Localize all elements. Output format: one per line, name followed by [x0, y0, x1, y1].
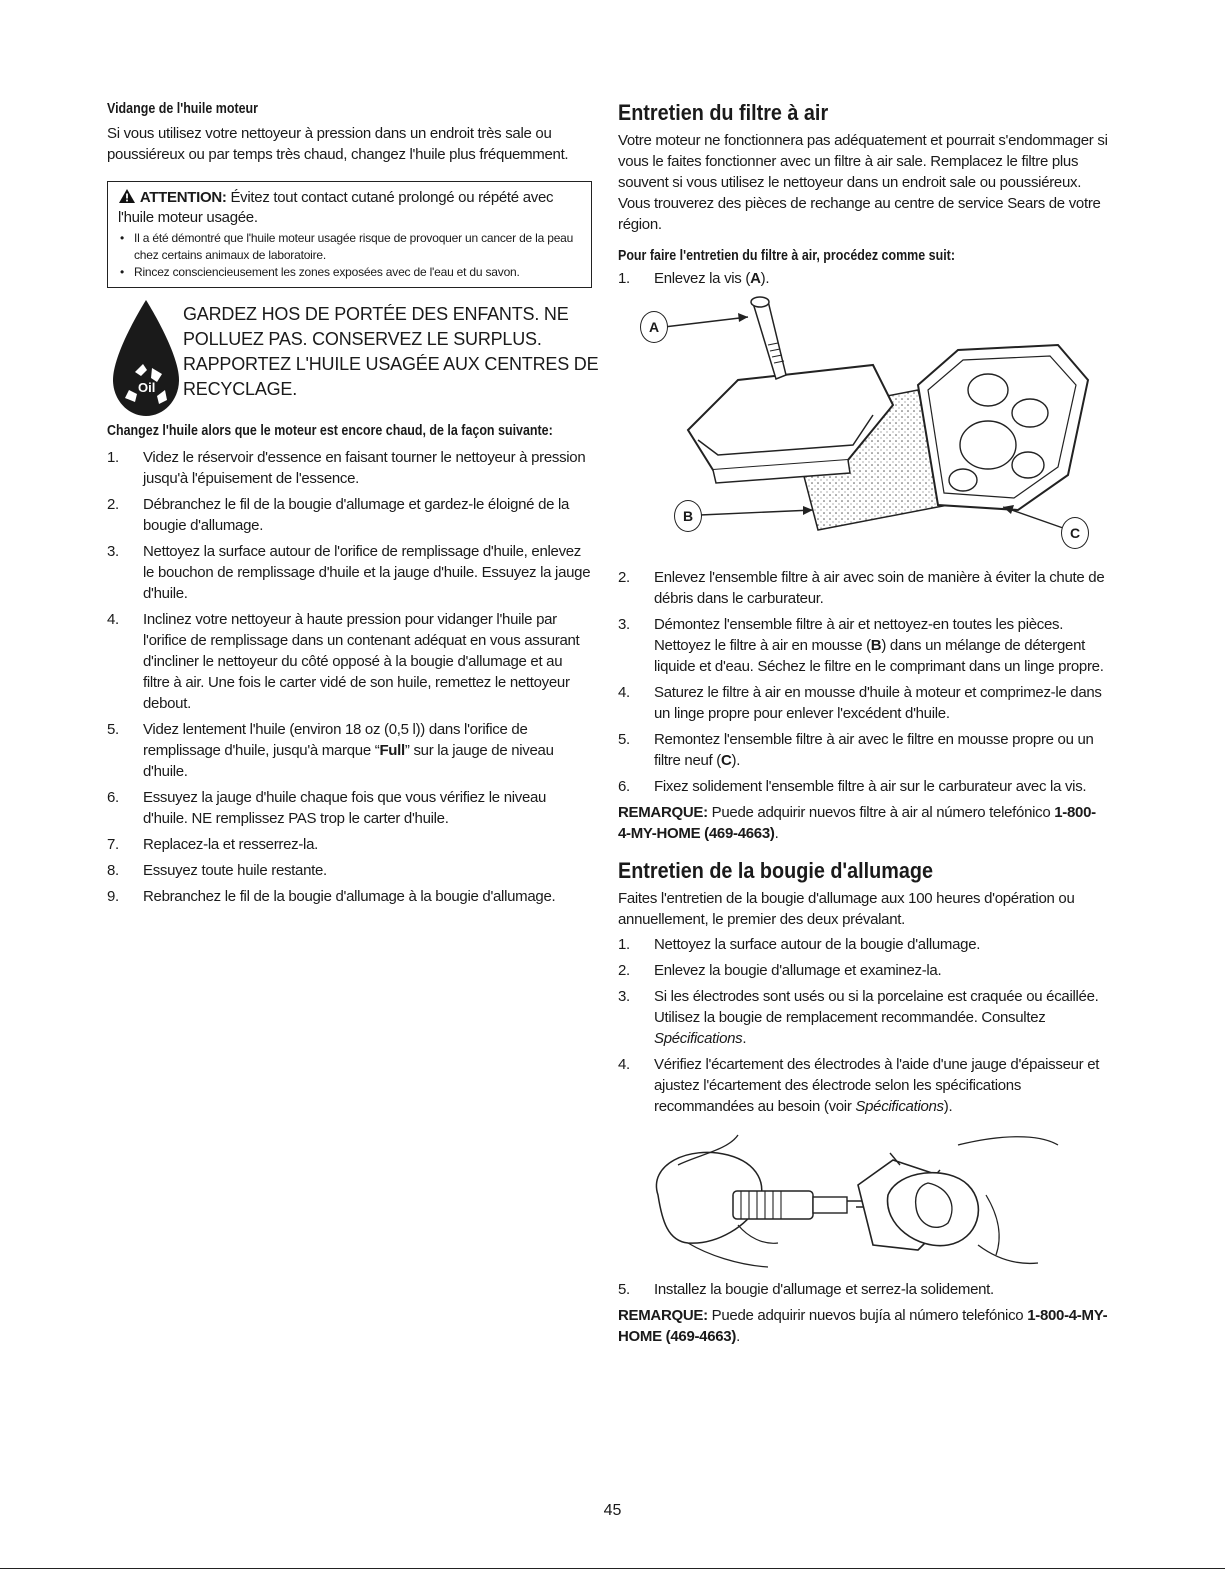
warning-bullet: • Il a été démontré que l'huile moteur usagée risque de provoquer un cancer de la peau chez certains animaux de laboratoire. — [118, 230, 581, 264]
list-item: 5. Remontez l'ensemble filtre à air avec le filtre en mousse propre ou un filtre neuf (C). — [618, 731, 1094, 769]
list-item: 2. Enlevez la bougie d'allumage et examinez-la. — [618, 962, 942, 979]
list-item: 5. Videz lentement l'huile (environ 18 oz (0,5 l)) dans l'orifice de remplissage d'huile, jusqu'à marque “Full” sur la jauge de niveau d'huile. — [107, 721, 554, 780]
list-item: 4. Vérifiez l'écartement des électrodes à l'aide d'une jauge d'épaisseur et ajustez l'écartement des électrode selon les spécifications recommandées au besoin (voir Spécifications). — [618, 1056, 1100, 1115]
list-item: 3. Démontez l'ensemble filtre à air et nettoyez-en toutes les pièces. Nettoyez le filtre à air en mousse (B) dans un mélange de détergent liquide et d'eau. Séchez le filtre en le comprimant dans un linge propre. — [618, 616, 1104, 675]
list-item: 1. Enlevez la vis (A). — [618, 270, 770, 287]
callout-c: C — [1061, 517, 1089, 549]
oil-change-heading: Vidange de l'huile moteur — [107, 101, 259, 117]
air-filter-title: Entretien du filtre à air — [618, 100, 829, 125]
spark-plug-title: Entretien de la bougie d'allumage — [618, 858, 933, 883]
page-number: 45 — [603, 1502, 622, 1519]
recycle-text: GARDEZ HOS DE PORTÉE DES ENFANTS. NE POLLUEZ PAS. CONSERVEZ LE SURPLUS. RAPPORTEZ L'HUILE USAGÉE AUX CENTRES DE RECYCLAGE. — [183, 304, 599, 399]
list-item: 9. Rebranchez le fil de la bougie d'allumage à la bougie d'allumage. — [107, 888, 556, 905]
air-filter-intro: Votre moteur ne fonctionnera pas adéquatement et pourrait s'endommager si vous le faites fonctionner avec un filtre à air sale. Remplacez le filtre plus souvent si vous utilisez le nettoyeur dans un endroit sale ou poussiéreux. Vous trouverez des pièces de rechange au centre de service Sears de votre région. — [618, 132, 1108, 233]
oil-change-intro: Si vous utilisez votre nettoyeur à pression dans un endroit très sale ou poussiéreux ou par temps très chaud, changez l'huile plus fréquemment. — [107, 125, 569, 163]
spark-plug-step-5 — [618, 1279, 1108, 1300]
spark-plug-gap-illustration — [618, 1125, 1108, 1273]
list-item: 1. Nettoyez la surface autour de la bougie d'allumage. — [618, 936, 981, 953]
air-filter-step-1 — [618, 268, 1108, 289]
right-column — [618, 100, 1108, 1347]
remark-air-filter: REMARQUE: Puede adquirir nuevos filtre à air al número telefónico 1-800-4-MY-HOME (469-4663). — [618, 804, 1096, 842]
air-filter-steps — [618, 567, 1108, 797]
warning-text: Évitez tout contact cutané prolongé ou répété avec l'huile moteur usagée. — [118, 189, 554, 226]
procedure-heading: Changez l'huile alors que le moteur est encore chaud, de la façon suivante: — [107, 423, 553, 439]
oil-recycle-drop-icon — [107, 300, 185, 418]
list-item: 7. Replacez-la et resserrez-la. — [107, 836, 318, 853]
warning-box — [107, 181, 592, 288]
list-item: 4. Inclinez votre nettoyeur à haute pression pour vidanger l'huile par l'orifice de remplissage dans un contenant adéquat en vous assurant d'incliner le nettoyeur du côté opposé à la bougie d'allumage et au filtre à air. Une fois le carter vidé de son huile, remettez le nettoyeur debout. — [107, 611, 580, 712]
list-item: 4. Saturez le filtre à air en mousse d'huile à moteur et comprimez-le dans un linge propre pour enlever l'excédent d'huile. — [618, 684, 1102, 722]
list-item: 3. Nettoyez la surface autour de l'orifice de remplissage d'huile, enlevez le bouchon de remplissage d'huile et la jauge d'huile. Essuyez la jauge d'huile. — [107, 543, 591, 602]
oil-change-steps — [107, 447, 592, 907]
warning-header — [118, 188, 581, 228]
callout-a: A — [640, 311, 668, 343]
warning-bullet: • Rincez consciencieusement les zones exposées avec de l'eau et du savon. — [118, 264, 581, 281]
air-filter-illustration — [618, 295, 1108, 557]
list-item: 1. Videz le réservoir d'essence en faisant tourner le nettoyeur à pression jusqu'à l'épuisement de l'essence. — [107, 449, 586, 487]
spark-plug-drawing — [618, 1125, 1108, 1273]
callout-b: B — [674, 500, 702, 532]
list-item: 6. Essuyez la jauge d'huile chaque fois que vous vérifiez le niveau d'huile. NE remplissez PAS trop le carter d'huile. — [107, 789, 547, 827]
oil-label: Oil — [138, 380, 156, 395]
remark-spark-plug: REMARQUE: Puede adquirir nuevos bujía al número telefónico 1-800-4-MY-HOME (469-4663). — [618, 1307, 1108, 1345]
list-item: 5. Installez la bougie d'allumage et serrez-la solidement. — [618, 1281, 994, 1298]
spark-plug-steps — [618, 934, 1108, 1117]
warning-bullets — [118, 230, 581, 281]
list-item: 6. Fixez solidement l'ensemble filtre à air sur le carburateur avec la vis. — [618, 778, 1087, 795]
spark-plug-intro: Faites l'entretien de la bougie d'allumage aux 100 heures d'opération ou annuellement, le premier des deux prévalant. — [618, 890, 1075, 928]
recycle-notice — [107, 300, 599, 418]
warning-triangle-icon — [118, 189, 136, 206]
left-column — [107, 100, 599, 912]
warning-title: ATTENTION: — [139, 189, 227, 206]
list-item: 2. Enlevez l'ensemble filtre à air avec soin de manière à éviter la chute de débris dans le carburateur. — [618, 569, 1105, 607]
list-item: 3. Si les électrodes sont usés ou si la porcelaine est craquée ou écaillée. Utilisez la bougie de remplacement recommandée. Consultez Spécifications. — [618, 988, 1099, 1047]
list-item: 2. Débranchez le fil de la bougie d'allumage et gardez-le éloigné de la bougie d'allumage. — [107, 496, 570, 534]
list-item: 8. Essuyez toute huile restante. — [107, 862, 327, 879]
bottom-rule — [0, 1568, 1225, 1569]
air-filter-procedure-heading: Pour faire l'entretien du filtre à air, procédez comme suit: — [618, 248, 955, 264]
